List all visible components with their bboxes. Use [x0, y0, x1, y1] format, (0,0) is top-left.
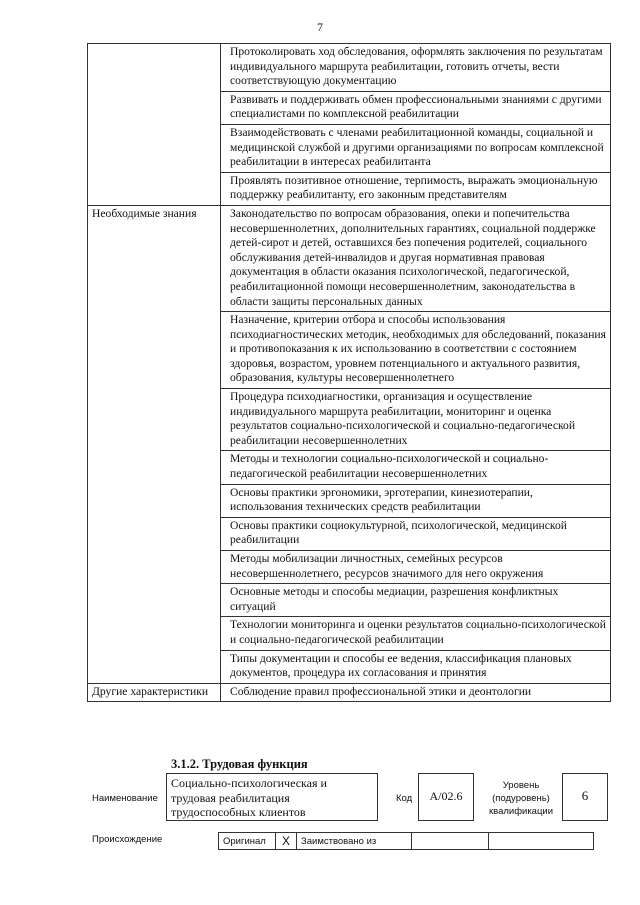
row-item-text: Взаимодействовать с членами реабилитационной команды, социальной и медицинской службой и другими организациями по вопросам комплексной реабилитации в интересах реабилитанта [221, 124, 611, 172]
table-row [88, 44, 611, 92]
qualification-level-label: Уровень (подуровень) квалификации [488, 780, 554, 817]
row-item-text: Основы практики социокультурной, психологической, медицинской реабилитации [221, 517, 611, 550]
row-item-text: Основные методы и способы медиации, разрешения конфликтных ситуаций [221, 584, 611, 617]
origin-table [218, 832, 594, 850]
row-item-text: Типы документации и способы ее ведения, классификация плановых документов, процедура их согласования и принятия [221, 650, 611, 683]
code-box: А/02.6 [418, 773, 474, 821]
origin-empty-cell [489, 833, 594, 850]
origin-borrowed-cell: Заимствовано из [297, 833, 412, 850]
qualification-level-box: 6 [562, 773, 608, 821]
row-item-text: Технологии мониторинга и оценки результатов социально-психологической и социально-педагогической реабилитации [221, 617, 611, 650]
row-item-text: Основы практики эргономики, эрготерапии, кинезиотерапии, использования технических средств реабилитации [221, 484, 611, 517]
origin-mark-cell: X [276, 833, 297, 850]
knowledge-table [87, 43, 611, 702]
row-item-text: Проявлять позитивное отношение, терпимость, выражать эмоциональную поддержку реабилитанту, его законным представителям [221, 172, 611, 205]
table-row [88, 205, 611, 311]
code-label: Код [396, 793, 413, 804]
row-item-text: Методы и технологии социально-психологической и социально-педагогической реабилитации несовершеннолетних [221, 451, 611, 484]
row-item-text: Развивать и поддерживать обмен профессиональными знаниями с другими специалистами по комплексной реабилитации [221, 91, 611, 124]
row-group-label: Другие характеристики [88, 683, 221, 702]
origin-original-cell: Оригинал [219, 833, 276, 850]
row-item-text: Процедура психодиагностики, организация и осуществление индивидуального маршрута реабилитации, мониторинг и оценка результатов социально-психологической и социально-педагогической реабилитации несовершеннолетних [221, 389, 611, 451]
section-title: 3.1.2. Трудовая функция [171, 757, 308, 771]
row-item-text: Законодательство по вопросам образования, опеки и попечительства несовершеннолетних, дополнительных гарантиях, социальной поддержке детей-сирот и детей, оставшихся без попечения родителей, социального обслуживания детей-инвалидов и другая нормативная правовая документация в области оказания психологической, педагогической, реабилитационной помощи несовершеннолетним, законодательства в области защиты персональных данных [221, 205, 611, 311]
row-item-text: Соблюдение правил профессиональной этики и деонтологии [221, 683, 611, 702]
row-item-text: Назначение, критерии отбора и способы использования психодиагностических методик, необходимых для обследований, показания и противопоказания к их использованию в соответствии с состоянием здоровья, возрастом, уровнем потенциального и актуального развития, образования, культуры несовершеннолетнего [221, 312, 611, 389]
page-number: 7 [317, 20, 323, 34]
row-group-label: Необходимые знания [88, 205, 221, 683]
row-group-label [88, 44, 221, 206]
origin-empty-cell [412, 833, 489, 850]
function-name-box: Социально-психологическая и трудовая реабилитация трудоспособных клиентов [166, 773, 378, 821]
origin-label: Происхождение [92, 834, 163, 845]
row-item-text: Протоколировать ход обследования, оформлять заключения по результатам индивидуального маршрута реабилитации, готовить отчеты, вести соответствующую документацию [221, 44, 611, 92]
table-row [88, 683, 611, 702]
name-label: Наименование [92, 793, 158, 804]
row-item-text: Методы мобилизации личностных, семейных ресурсов несовершеннолетнего, ресурсов значимого для него окружения [221, 551, 611, 584]
